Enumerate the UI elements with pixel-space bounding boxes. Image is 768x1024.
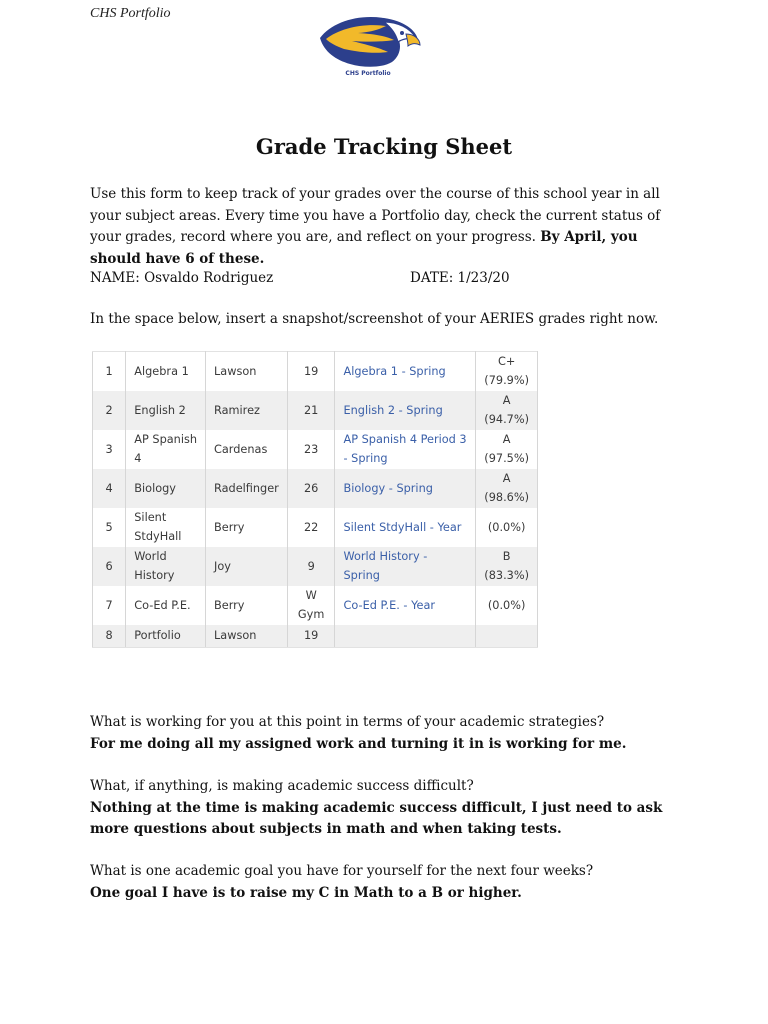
grade-row: [93, 547, 538, 586]
reflection-question-2: What, if anything, is making academic success difficult?: [90, 778, 474, 794]
grade-row: [93, 430, 538, 469]
course-cell: AP Spanish 4: [126, 430, 206, 469]
section-link[interactable]: Co-Ed P.E. - Year: [335, 586, 476, 625]
room-cell: 19: [287, 625, 335, 648]
period-cell: 3: [93, 430, 126, 469]
course-cell: Portfolio: [126, 625, 206, 648]
snapshot-instruction: In the space below, insert a snapshot/screenshot of your AERIES grades right now.: [90, 311, 659, 327]
teacher-cell: Ramirez: [206, 391, 288, 430]
section-link[interactable]: Algebra 1 - Spring: [335, 352, 476, 391]
mark-cell: [476, 625, 538, 648]
section-link[interactable]: Silent StdyHall - Year: [335, 508, 476, 547]
reflection-block-2: [90, 776, 690, 841]
period-cell: 7: [93, 586, 126, 625]
teacher-cell: Berry: [206, 586, 288, 625]
mark-percent: (0.0%): [487, 598, 526, 612]
mark-cell: [476, 391, 538, 430]
teacher-cell: Joy: [206, 547, 288, 586]
grade-row: [93, 352, 538, 391]
mark-cell: [476, 547, 538, 586]
teacher-cell: Lawson: [206, 352, 288, 391]
room-cell: 22: [287, 508, 335, 547]
teacher-cell: Lawson: [206, 625, 288, 648]
mark-cell: [476, 469, 538, 508]
mark-letter: A: [502, 433, 511, 446]
course-cell: English 2: [126, 391, 206, 430]
mark-percent: (94.7%): [484, 413, 529, 426]
room-cell: W Gym: [287, 586, 335, 625]
reflection-answer-2: Nothing at the time is making academic success difficult, I just need to ask more questions about subjects in math and when taking tests.: [90, 799, 663, 837]
reflection-answer-3: One goal I have is to raise my C in Math to a B or higher.: [90, 884, 522, 901]
mark-cell: [476, 430, 538, 469]
period-cell: 8: [93, 625, 126, 648]
section-link[interactable]: Biology - Spring: [335, 469, 476, 508]
reflection-block-3: [90, 861, 690, 904]
teacher-cell: Cardenas: [206, 430, 288, 469]
section-link[interactable]: English 2 - Spring: [335, 391, 476, 430]
intro-paragraph: [90, 184, 690, 270]
intro-text: Use this form to keep track of your grades over the course of this school year in all your subject areas. Every time you have a Portfolio day, check the current status of your grades, record where you are, and reflect on your progress.: [90, 186, 661, 245]
mark-letter: A: [502, 394, 511, 407]
period-cell: 1: [93, 352, 126, 391]
room-cell: 21: [287, 391, 335, 430]
date-line: DATE: 1/23/20: [410, 270, 510, 286]
logo-caption: CHS Portfolio: [345, 70, 391, 77]
grade-row: [93, 586, 538, 625]
room-cell: 9: [287, 547, 335, 586]
grade-row: [93, 391, 538, 430]
reflection-answer-1: For me doing all my assigned work and turning it in is working for me.: [90, 735, 627, 752]
mark-percent: (97.5%): [484, 452, 529, 465]
reflection-block-1: [90, 712, 690, 755]
mark-letter: C+: [497, 355, 516, 369]
course-cell: Biology: [126, 469, 206, 508]
course-cell: Silent StdyHall: [126, 508, 206, 547]
grade-row: [93, 469, 538, 508]
mark-cell: [476, 586, 538, 625]
mark-cell: [476, 352, 538, 391]
course-cell: Algebra 1: [126, 352, 206, 391]
mark-percent: (98.6%): [484, 491, 529, 504]
mark-percent: (83.3%): [484, 569, 529, 582]
teacher-cell: Radelfinger: [206, 469, 288, 508]
teacher-cell: Berry: [206, 508, 288, 547]
grades-table: [92, 351, 538, 648]
section-link[interactable]: [335, 625, 476, 648]
page-title: Grade Tracking Sheet: [255, 134, 513, 159]
reflection-question-3: What is one academic goal you have for yourself for the next four weeks?: [90, 863, 594, 879]
period-cell: 5: [93, 508, 126, 547]
grade-row: [93, 508, 538, 547]
header-label: CHS Portfolio: [90, 6, 171, 21]
mark-percent: (79.9%): [484, 374, 529, 388]
period-cell: 2: [93, 391, 126, 430]
mark-percent: (0.0%): [487, 520, 526, 534]
course-cell: Co-Ed P.E.: [126, 586, 206, 625]
course-cell: World History: [126, 547, 206, 586]
room-cell: 26: [287, 469, 335, 508]
intro-emphasis: By April, you should have 6 of these.: [90, 229, 638, 267]
period-cell: 4: [93, 469, 126, 508]
room-cell: 19: [287, 352, 335, 391]
name-line: NAME: Osvaldo Rodriguez: [90, 270, 274, 286]
section-link[interactable]: World History - Spring: [335, 547, 476, 586]
room-cell: 23: [287, 430, 335, 469]
period-cell: 6: [93, 547, 126, 586]
reflection-question-1: What is working for you at this point in terms of your academic strategies?: [90, 714, 605, 730]
mark-cell: [476, 508, 538, 547]
section-link[interactable]: AP Spanish 4 Period 3 - Spring: [335, 430, 476, 469]
mark-letter: B: [502, 550, 511, 563]
mark-letter: A: [502, 472, 511, 485]
grade-row: [93, 625, 538, 648]
